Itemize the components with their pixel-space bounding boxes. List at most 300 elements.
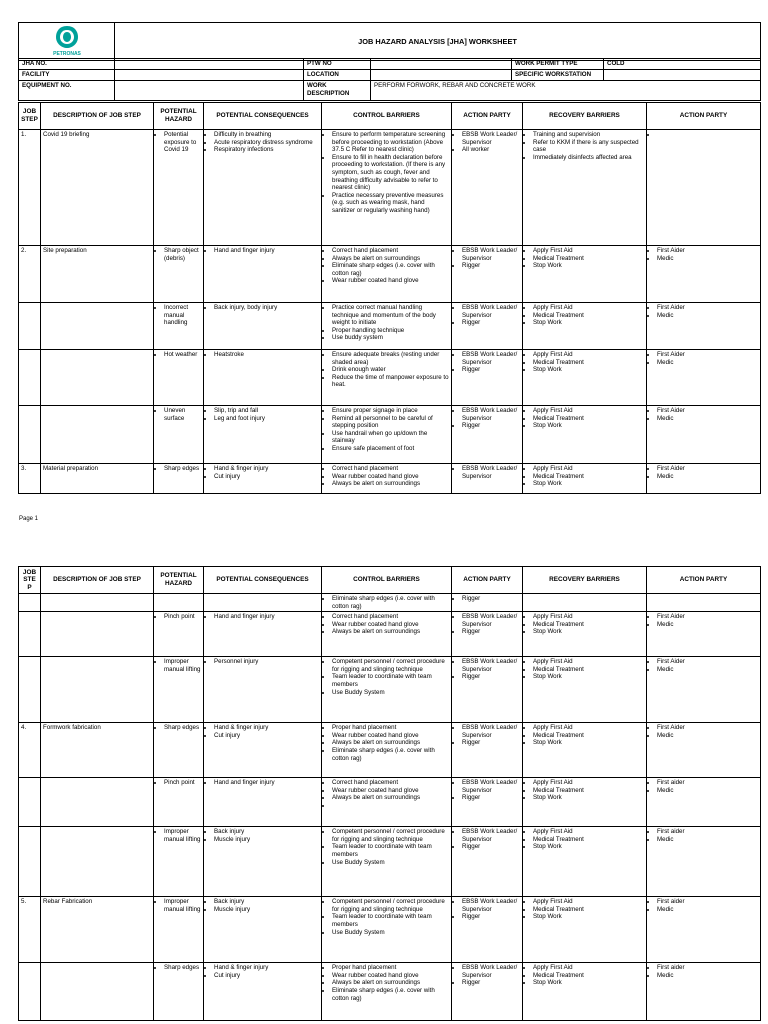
action-party-cell <box>452 612 523 657</box>
list-item: • Heatstroke <box>214 351 319 359</box>
list-item: • Difficulty in breathing <box>214 131 319 139</box>
facility-value[interactable] <box>115 70 304 81</box>
list-item: • Back injury <box>214 898 319 906</box>
list-item: • Remind all personnel to be careful of stepping position <box>332 415 449 430</box>
list-item: • Rigger <box>462 595 520 603</box>
list-item: • Ensure adequate breaks (resting under shaded area) <box>332 351 449 366</box>
list-item: • All worker <box>462 146 520 154</box>
hazard-cell <box>154 963 204 1021</box>
specific-workstation-value[interactable] <box>604 70 761 81</box>
table-row <box>19 130 761 246</box>
consequences-cell <box>204 350 322 406</box>
action-party-2-cell <box>647 778 761 827</box>
action-party-cell-list <box>454 407 520 430</box>
consequences-cell <box>204 963 322 1021</box>
column-header-potential-consequences: POTENTIAL CONSEQUENCES <box>204 567 322 594</box>
action-party-cell <box>452 723 523 778</box>
control-barriers-cell <box>322 594 452 612</box>
consequences-cell-list <box>206 465 319 480</box>
control-barriers-cell-list <box>324 131 449 215</box>
consequences-cell <box>204 464 322 494</box>
list-item: • EBSB Work Leader/ Supervisor <box>462 779 520 794</box>
recovery-barriers-cell-list <box>525 779 644 802</box>
jha-no-label: JHA NO. <box>19 59 115 70</box>
table-row <box>19 778 761 827</box>
table-row <box>19 464 761 494</box>
control-barriers-cell-list <box>324 407 449 453</box>
list-item: • Stop Work <box>533 739 644 747</box>
column-header-action-party: ACTION PARTY <box>452 103 523 130</box>
list-item: • Medic <box>657 415 758 423</box>
ptw-no-value[interactable] <box>371 59 512 70</box>
control-barriers-cell <box>322 612 452 657</box>
list-item: • Stop Work <box>533 422 644 430</box>
hazard-cell <box>154 897 204 963</box>
list-item: • Incorrect manual handling <box>164 304 201 327</box>
list-item: • Wear rubber coated hand glove <box>332 732 449 740</box>
list-item: • Medical Treatment <box>533 836 644 844</box>
list-item: • First aider <box>657 898 758 906</box>
action-party-cell-list <box>454 898 520 921</box>
list-item: • Correct hand placement <box>332 465 449 473</box>
list-item: • Improper manual lifting <box>164 898 201 913</box>
jha-no-value[interactable] <box>115 59 304 70</box>
hazard-rows-page-1 <box>19 130 761 494</box>
consequences-cell <box>204 723 322 778</box>
action-party-cell <box>452 406 523 464</box>
hazard-cell <box>154 350 204 406</box>
hazard-cell-list <box>156 304 201 327</box>
list-item: • Medical Treatment <box>533 732 644 740</box>
list-item: • Apply First Aid <box>533 658 644 666</box>
list-item: • Rigger <box>462 913 520 921</box>
table-row <box>19 963 761 1021</box>
recovery-barriers-cell <box>523 464 647 494</box>
control-barriers-cell <box>322 657 452 723</box>
column-header-description: DESCRIPTION OF JOB STEP <box>41 567 154 594</box>
list-item: • Medic <box>657 906 758 914</box>
list-item: • Personnel injury <box>214 658 319 666</box>
work-description-value[interactable]: PERFORM FORWORK, REBAR AND CONCRETE WORK <box>371 81 761 101</box>
list-item: • First Aider <box>657 658 758 666</box>
action-party-cell-list <box>454 828 520 851</box>
list-item: • First Aider <box>657 465 758 473</box>
action-party-cell <box>452 657 523 723</box>
control-barriers-cell <box>322 827 452 897</box>
job-step-cell: 4. <box>19 723 41 778</box>
hazard-cell-list <box>156 898 201 913</box>
list-item: • First aider <box>657 779 758 787</box>
list-item: • Hand & finger injury <box>214 964 319 972</box>
list-item: • Medical Treatment <box>533 415 644 423</box>
list-item: • Medic <box>657 473 758 481</box>
list-item: • Medic <box>657 255 758 263</box>
column-header-recovery-barriers: RECOVERY BARRIERS <box>523 103 647 130</box>
hazard-cell-list <box>156 131 201 154</box>
list-item: • Slip, trip and fall <box>214 407 319 415</box>
list-item: • Medic <box>657 836 758 844</box>
description-cell <box>41 778 154 827</box>
action-party-cell-list <box>454 658 520 681</box>
list-item: • Team leader to coordinate with team members <box>332 843 449 858</box>
list-item: • EBSB Work Leader/ Supervisor <box>462 964 520 979</box>
consequences-cell <box>204 612 322 657</box>
column-header-action-party: ACTION PARTY <box>452 567 523 594</box>
list-item: • Always be alert on surroundings <box>332 794 449 802</box>
consequences-cell-list <box>206 828 319 843</box>
description-cell <box>41 963 154 1021</box>
work-description-label: WORK DESCRIPTION <box>304 81 371 101</box>
action-party-2-cell-list <box>649 613 758 628</box>
action-party-cell-list <box>454 304 520 327</box>
action-party-2-cell-list <box>649 658 758 673</box>
list-item: • Proper hand placement <box>332 724 449 732</box>
job-step-cell: 3. <box>19 464 41 494</box>
list-item: • First Aider <box>657 304 758 312</box>
list-item <box>657 131 758 139</box>
action-party-cell-list <box>454 247 520 270</box>
control-barriers-cell-list <box>324 898 449 936</box>
hazard-table-page-1 <box>18 102 761 494</box>
job-step-cell <box>19 657 41 723</box>
hazard-cell-list <box>156 247 201 262</box>
column-header-potential-hazard: POTENTIAL HAZARD <box>154 567 204 594</box>
job-step-cell: 2. <box>19 246 41 303</box>
list-item: • Back injury <box>214 828 319 836</box>
list-item: • Wear rubber coated hand glove <box>332 473 449 481</box>
description-cell <box>41 827 154 897</box>
list-item: • Immediately disinfects affected area <box>533 154 644 162</box>
list-item: • Practice necessary preventive measures (e.g. such as wearing mask, hand sanitizer or regularly washing hand) <box>332 192 449 215</box>
list-item: • Medical Treatment <box>533 972 644 980</box>
list-item: • Apply First Aid <box>533 828 644 836</box>
list-item: • Medic <box>657 666 758 674</box>
list-item: • Stop Work <box>533 366 644 374</box>
column-header-control-barriers: CONTROL BARRIERS <box>322 567 452 594</box>
list-item: • Competent personnel / correct procedure for rigging and slinging technique <box>332 898 449 913</box>
hazard-cell <box>154 778 204 827</box>
specific-workstation-label: SPECIFIC WORKSTATION <box>512 70 604 81</box>
action-party-cell <box>452 897 523 963</box>
list-item: • Ensure proper signage in place <box>332 407 449 415</box>
recovery-barriers-cell-list <box>525 351 644 374</box>
list-item: • Always be alert on surroundings <box>332 979 449 987</box>
job-step-cell <box>19 406 41 464</box>
list-item: • Wear rubber coated hand glove <box>332 621 449 629</box>
list-item: • Rigger <box>462 262 520 270</box>
recovery-barriers-cell-list <box>525 658 644 681</box>
description-cell: Site preparation <box>41 246 154 303</box>
control-barriers-cell-list <box>324 779 449 809</box>
list-item: • Medical Treatment <box>533 666 644 674</box>
control-barriers-cell-list <box>324 964 449 1002</box>
control-barriers-cell-list <box>324 724 449 762</box>
list-item: • Sharp object (debris) <box>164 247 201 262</box>
control-barriers-cell-list <box>324 828 449 866</box>
list-item <box>332 802 449 810</box>
equipment-no-value[interactable] <box>115 81 304 101</box>
control-barriers-cell <box>322 778 452 827</box>
list-item: • Sharp edges <box>164 724 201 732</box>
action-party-2-cell-list <box>649 898 758 913</box>
action-party-2-cell <box>647 350 761 406</box>
list-item: • First aider <box>657 964 758 972</box>
action-party-cell <box>452 827 523 897</box>
hazard-rows-page-2 <box>19 594 761 1021</box>
list-item: • Rigger <box>462 366 520 374</box>
description-cell: Covid 19 briefing <box>41 130 154 246</box>
svg-text:PETRONAS: PETRONAS <box>52 51 81 56</box>
column-header-recovery-barriers: RECOVERY BARRIERS <box>523 567 647 594</box>
list-item: • Back injury, body injury <box>214 304 319 312</box>
list-item: • Medical Treatment <box>533 621 644 629</box>
recovery-barriers-cell-list <box>525 964 644 987</box>
recovery-barriers-cell <box>523 897 647 963</box>
consequences-cell-list <box>206 407 319 422</box>
list-item: • Reduce the time of manpower exposure to heat. <box>332 374 449 389</box>
list-item: • Rigger <box>462 739 520 747</box>
action-party-2-cell <box>647 897 761 963</box>
action-party-2-cell-list <box>649 724 758 739</box>
action-party-2-cell <box>647 612 761 657</box>
action-party-2-cell <box>647 464 761 494</box>
list-item: • Refer to KKM if there is any suspected case <box>533 139 644 154</box>
job-step-cell <box>19 612 41 657</box>
description-cell: Material preparation <box>41 464 154 494</box>
list-item: • Hot weather <box>164 351 201 359</box>
list-item: • Improper manual lifting <box>164 658 201 673</box>
list-item: • Eliminate sharp edges (i.e. cover with cotton rag) <box>332 747 449 762</box>
list-item: • Team leader to coordinate with team members <box>332 913 449 928</box>
list-item: • Muscle injury <box>214 836 319 844</box>
description-cell <box>41 594 154 612</box>
list-item: • Apply First Aid <box>533 898 644 906</box>
control-barriers-cell <box>322 406 452 464</box>
action-party-cell-list <box>454 964 520 987</box>
consequences-cell <box>204 657 322 723</box>
hazard-cell-list <box>156 351 201 359</box>
table-row <box>19 246 761 303</box>
action-party-2-cell-list <box>649 351 758 366</box>
list-item: • Stop Work <box>533 319 644 327</box>
list-item: • Use Buddy System <box>332 859 449 867</box>
control-barriers-cell-list <box>324 351 449 389</box>
list-item: • Always be alert on surroundings <box>332 480 449 488</box>
table-row <box>19 594 761 612</box>
list-item: • Medic <box>657 359 758 367</box>
list-item: • Eliminate sharp edges (i.e. cover with cotton rag) <box>332 262 449 277</box>
list-item: • Respiratory infections <box>214 146 319 154</box>
list-item: • Proper hand placement <box>332 964 449 972</box>
action-party-2-cell-list <box>649 465 758 480</box>
list-item: • Rigger <box>462 422 520 430</box>
action-party-2-cell-list <box>649 131 758 139</box>
control-barriers-cell <box>322 963 452 1021</box>
action-party-2-cell <box>647 657 761 723</box>
hazard-cell <box>154 464 204 494</box>
jha-header-table <box>18 22 761 61</box>
list-item: • Hand and finger injury <box>214 613 319 621</box>
action-party-cell <box>452 350 523 406</box>
list-item: • First aider <box>657 828 758 836</box>
action-party-cell-list <box>454 724 520 747</box>
list-item: • Always be alert on surroundings <box>332 739 449 747</box>
list-item: • Apply First Aid <box>533 465 644 473</box>
list-item: • Hand and finger injury <box>214 779 319 787</box>
location-value[interactable] <box>371 70 512 81</box>
recovery-barriers-cell-list <box>525 407 644 430</box>
table-row <box>19 827 761 897</box>
page-number: Page 1 <box>19 516 39 522</box>
consequences-cell-list <box>206 304 319 312</box>
list-item: • First Aider <box>657 724 758 732</box>
action-party-cell-list <box>454 613 520 636</box>
list-item: • Correct hand placement <box>332 779 449 787</box>
list-item: • Rigger <box>462 319 520 327</box>
consequences-cell <box>204 303 322 350</box>
list-item: • Rigger <box>462 628 520 636</box>
action-party-2-cell-list <box>649 304 758 319</box>
list-item: • Ensure safe placement of foot <box>332 445 449 453</box>
list-item: • EBSB Work Leader/ Supervisor <box>462 131 520 146</box>
table-row <box>19 303 761 350</box>
hazard-cell <box>154 130 204 246</box>
action-party-cell <box>452 130 523 246</box>
hazard-cell-list <box>156 964 201 972</box>
table-row <box>19 657 761 723</box>
control-barriers-cell <box>322 350 452 406</box>
action-party-2-cell-list <box>649 828 758 843</box>
list-item: • Ensure to perform temperature screening before proceeding to workstation (Above 37.5 C Refer to nearest clinic) <box>332 131 449 154</box>
list-item: • Stop Work <box>533 480 644 488</box>
control-barriers-cell-list <box>324 304 449 342</box>
list-item: • Correct hand placement <box>332 613 449 621</box>
column-header-action-party-2: ACTION PARTY <box>647 103 761 130</box>
consequences-cell <box>204 897 322 963</box>
jha-info-table <box>18 58 761 101</box>
recovery-barriers-cell <box>523 350 647 406</box>
control-barriers-cell <box>322 246 452 303</box>
list-item: • Leg and foot injury <box>214 415 319 423</box>
list-item: • Pinch point <box>164 613 201 621</box>
list-item: • Medic <box>657 972 758 980</box>
list-item: • Use handrail when go up/down the stairway <box>332 430 449 445</box>
list-item: • Rigger <box>462 979 520 987</box>
list-item: • Stop Work <box>533 979 644 987</box>
recovery-barriers-cell-list <box>525 247 644 270</box>
list-item: • EBSB Work Leader/ Supervisor <box>462 828 520 843</box>
consequences-cell-list <box>206 898 319 913</box>
action-party-cell <box>452 303 523 350</box>
list-item: • EBSB Work Leader/ Supervisor <box>462 247 520 262</box>
control-barriers-cell-list <box>324 465 449 488</box>
list-item: • EBSB Work Leader/ Supervisor <box>462 465 520 480</box>
list-item: • Cut injury <box>214 473 319 481</box>
list-item: • Potential exposure to Covid 19 <box>164 131 201 154</box>
recovery-barriers-cell <box>523 303 647 350</box>
hazard-cell-list <box>156 779 201 787</box>
list-item: • Hand and finger injury <box>214 247 319 255</box>
list-item: • Apply First Aid <box>533 247 644 255</box>
action-party-2-cell-list <box>649 964 758 979</box>
description-cell: Formwork fabrication <box>41 723 154 778</box>
list-item: • Apply First Aid <box>533 407 644 415</box>
list-item: • Use Buddy System <box>332 689 449 697</box>
list-item: • Pinch point <box>164 779 201 787</box>
consequences-cell-list <box>206 779 319 787</box>
list-item: • Cut injury <box>214 972 319 980</box>
list-item: • Ensure to fill in health declaration before proceeding to workstation. (If there is any symptom, such as cough, fever and breathing difficulty advisable to refer to nearest clinic) <box>332 154 449 192</box>
table-row <box>19 350 761 406</box>
action-party-cell-list <box>454 779 520 802</box>
action-party-2-cell <box>647 406 761 464</box>
hazard-table-page-2 <box>18 566 761 1021</box>
list-item: • EBSB Work Leader/ Supervisor <box>462 613 520 628</box>
action-party-cell-list <box>454 351 520 374</box>
hazard-cell <box>154 827 204 897</box>
table-row <box>19 612 761 657</box>
list-item: • Sharp edges <box>164 964 201 972</box>
list-item: • EBSB Work Leader/ Supervisor <box>462 658 520 673</box>
hazard-cell-list <box>156 613 201 621</box>
hazard-cell-list <box>156 724 201 732</box>
job-step-cell <box>19 594 41 612</box>
column-header-action-party-2: ACTION PARTY <box>647 567 761 594</box>
hazard-cell <box>154 406 204 464</box>
control-barriers-cell <box>322 130 452 246</box>
recovery-barriers-cell <box>523 406 647 464</box>
recovery-barriers-cell <box>523 723 647 778</box>
list-item: • Muscle injury <box>214 906 319 914</box>
hazard-cell <box>154 594 204 612</box>
list-item: • First Aider <box>657 351 758 359</box>
job-step-cell: 5. <box>19 897 41 963</box>
work-permit-type-value[interactable]: COLD <box>604 59 761 70</box>
consequences-cell-list <box>206 247 319 255</box>
list-item: • Medical Treatment <box>533 906 644 914</box>
action-party-cell-list <box>454 595 520 603</box>
list-item: • Eliminate sharp edges (i.e. cover with cotton rag) <box>332 595 449 610</box>
consequences-cell <box>204 406 322 464</box>
recovery-barriers-cell-list <box>525 724 644 747</box>
recovery-barriers-cell-list <box>525 465 644 488</box>
recovery-barriers-cell-list <box>525 613 644 636</box>
list-item: • Medical Treatment <box>533 473 644 481</box>
list-item: • Stop Work <box>533 262 644 270</box>
list-item: • Apply First Aid <box>533 613 644 621</box>
location-label: LOCATION <box>304 70 371 81</box>
description-cell <box>41 406 154 464</box>
list-item: • Hand & finger injury <box>214 465 319 473</box>
description-cell <box>41 350 154 406</box>
list-item: • Eliminate sharp edges (i.e. cover with cotton rag) <box>332 987 449 1002</box>
action-party-cell <box>452 594 523 612</box>
control-barriers-cell-list <box>324 613 449 636</box>
consequences-cell-list <box>206 613 319 621</box>
list-item: • Stop Work <box>533 843 644 851</box>
list-item: • Acute respiratory distress syndrome <box>214 139 319 147</box>
work-permit-type-label: WORK PERMIT TYPE <box>512 59 604 70</box>
list-item: • First Aider <box>657 613 758 621</box>
consequences-cell <box>204 246 322 303</box>
list-item: • Stop Work <box>533 913 644 921</box>
action-party-2-cell-list <box>649 247 758 262</box>
consequences-cell-list <box>206 658 319 666</box>
list-item: • Apply First Aid <box>533 779 644 787</box>
consequences-cell-list <box>206 351 319 359</box>
recovery-barriers-cell-list <box>525 898 644 921</box>
control-barriers-cell <box>322 723 452 778</box>
